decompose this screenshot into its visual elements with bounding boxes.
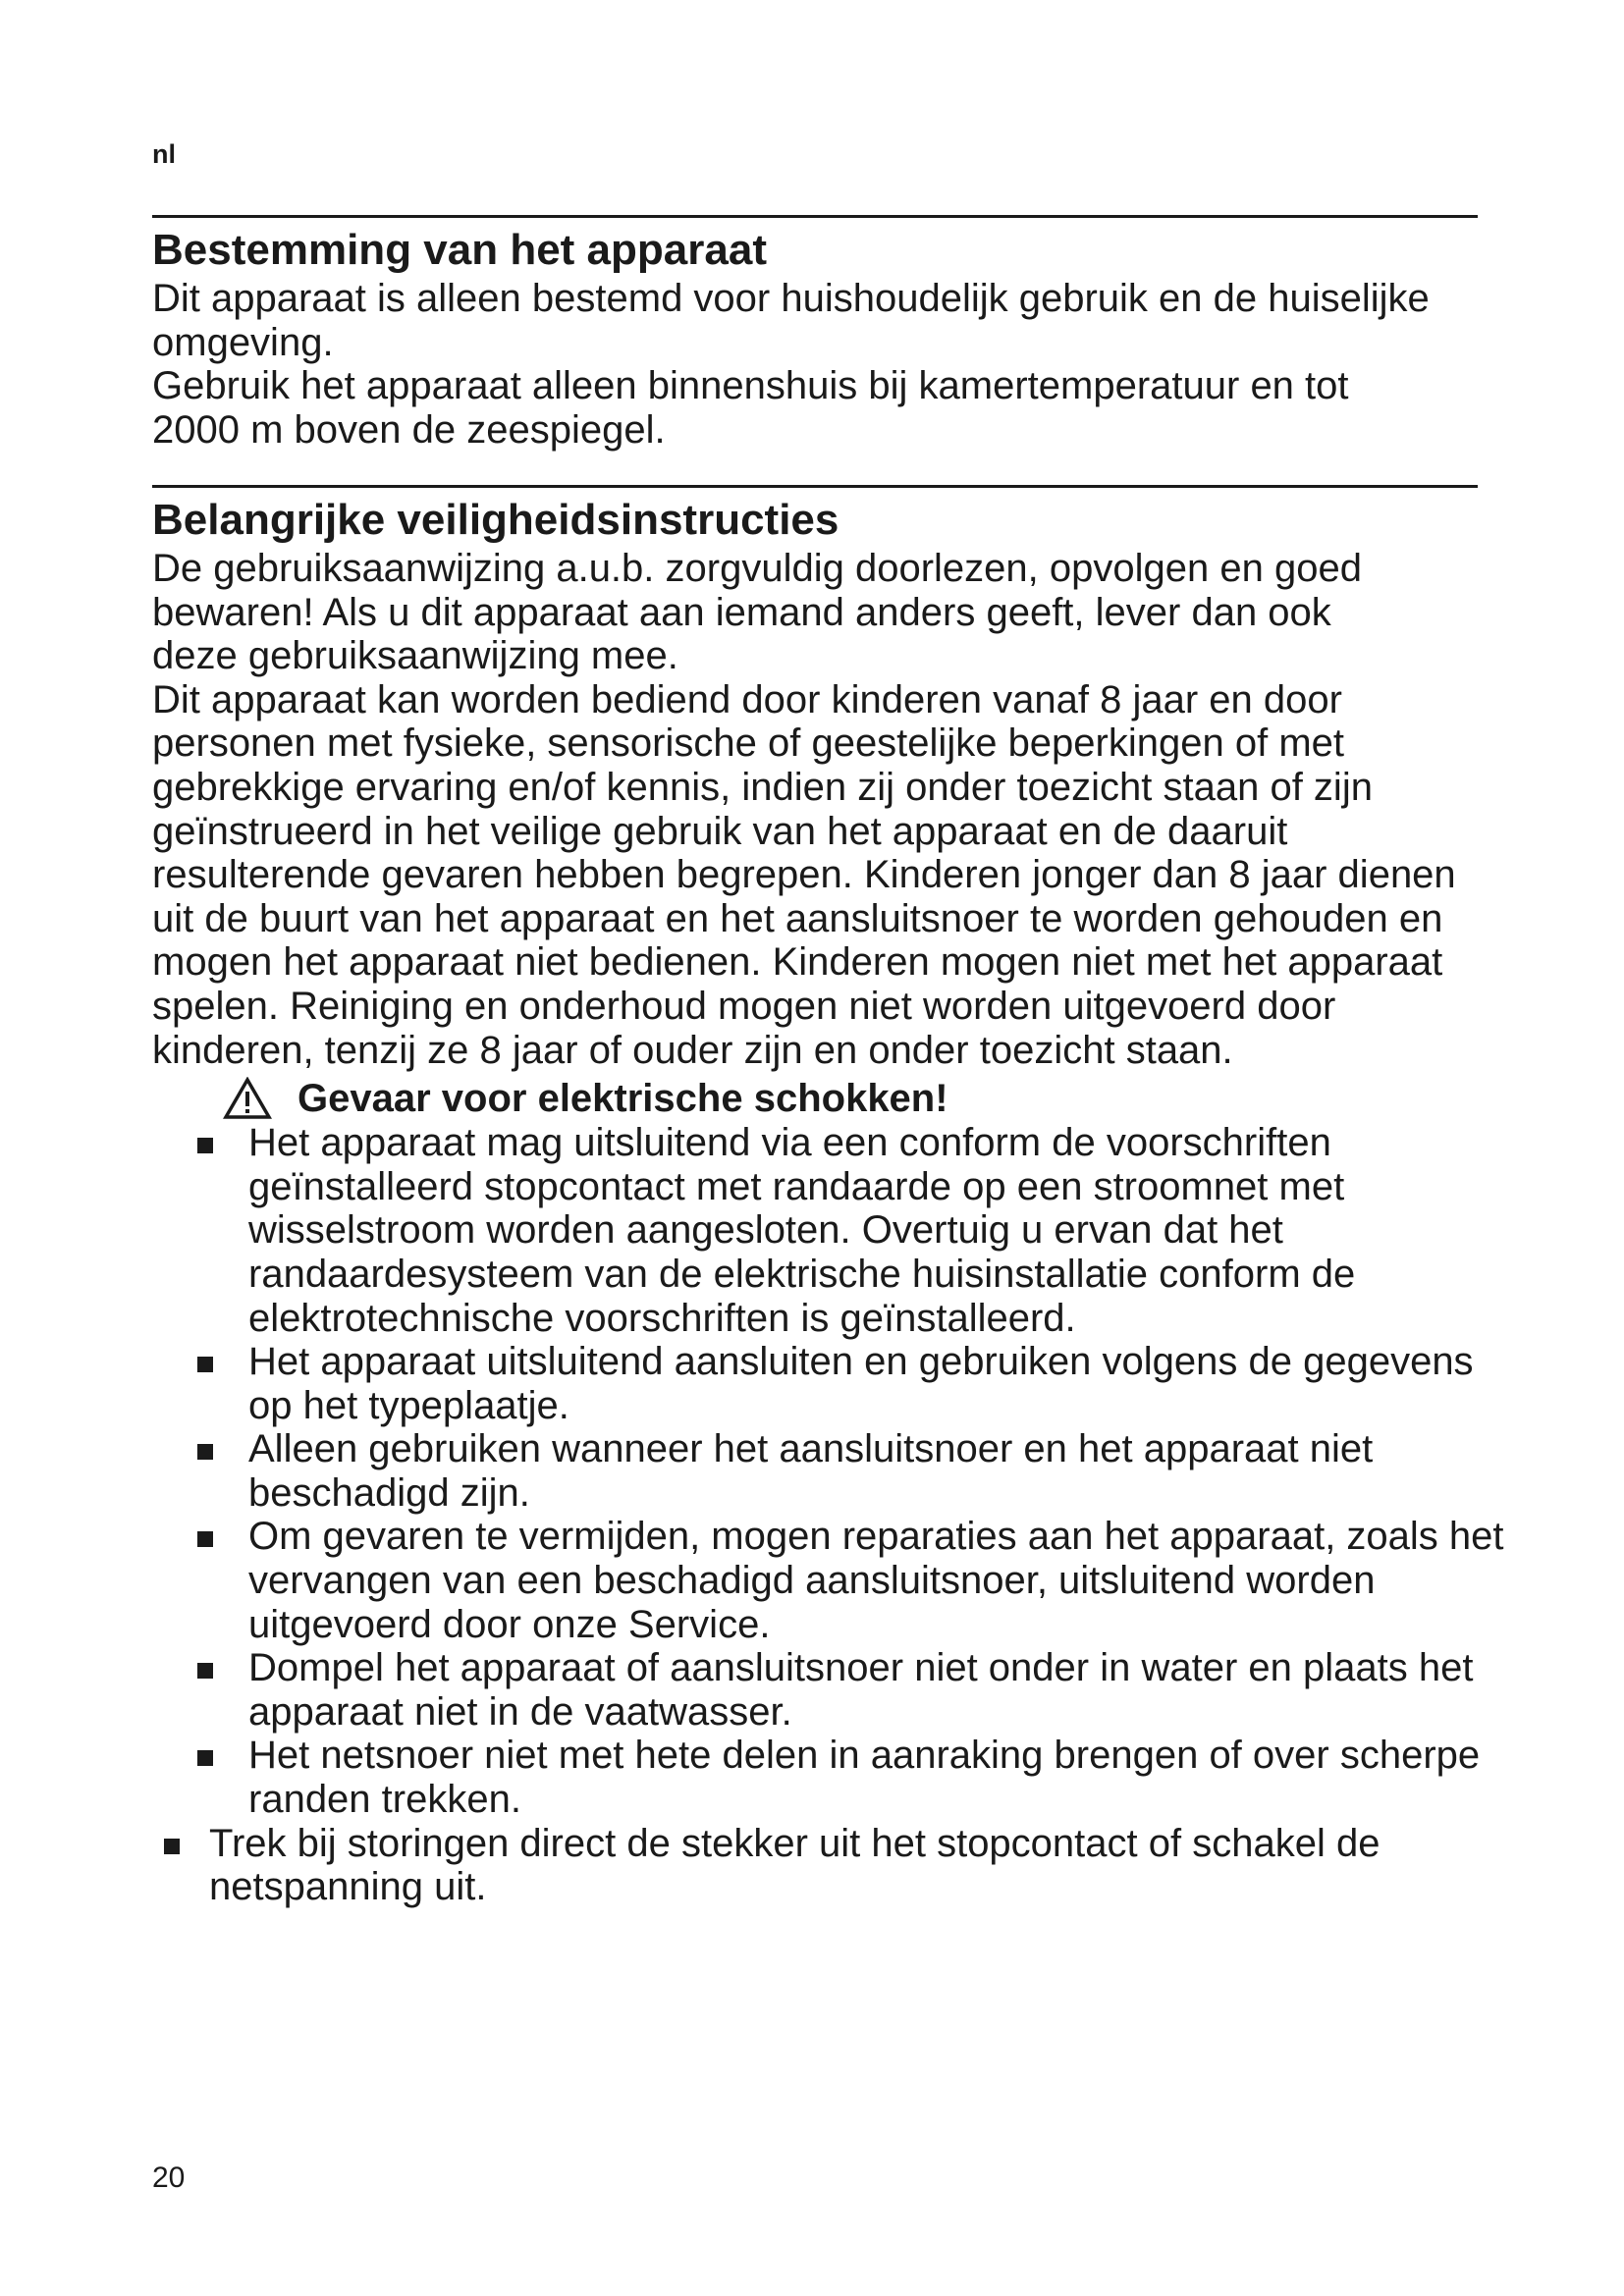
language-code: nl [152,139,176,169]
warning-list [152,1121,1527,1822]
paragraph: De gebruiksaanwijzing a.u.b. zorgvuldig doorlezen, opvolgen en goed bewaren! Als u dit apparaat aan iemand anders geeft, lever dan ook deze gebruiksaanwijzing mee. [152,547,1362,678]
bullet-square-icon [164,1839,180,1854]
bullet-square-icon [197,1531,213,1547]
general-list [152,1822,1527,1909]
warning-heading [223,1076,1527,1121]
bullet-square-icon [197,1138,213,1153]
warning-title: Gevaar voor elektrische schokken! [298,1077,948,1121]
list-item [191,1427,1579,1515]
paragraph: Dit apparaat kan worden bediend door kinderen vanaf 8 jaar en door personen met fysieke, sensorische of geestelijke beperkingen of met gebrekkige ervaring en/of kennis, indien zij onder toezicht staan of zijn geïnstrueerd in het veilige gebruik van het apparaat en de daaruit resulterende gevaren hebben begrepen. Kinderen jonger dan 8 jaar dienen uit de buurt van het apparaat en het aansluitsnoer te worden gehouden en mogen het apparaat niet bedienen. Kinderen mogen niet met het apparaat spelen. Reiniging en onderhoud mogen niet worden uitgevoerd door kinderen, tenzij ze 8 jaar of ouder zijn en onder toezicht staan. [152,677,1456,1072]
list-item-text: Het apparaat mag uitsluitend via een conform de voorschriften geïnstalleerd stopcontact met randaarde op een stroomnet met wisselstroom worden aangesloten. Overtuig u ervan dat het randaardesysteem van de elektrische huisinstallatie conform de elektrotechnische voorschriften is geïnstalleerd. [248,1121,1356,1340]
list-item-text: Om gevaren te vermijden, mogen reparaties aan het apparaat, zoals het vervangen van een beschadigd aansluitsnoer, uitsluitend worden uitgevoerd door onze Service. [248,1515,1504,1646]
section-heading: Belangrijke veiligheidsinstructies [152,496,839,544]
list-item [191,1340,1476,1427]
bullet-square-icon [197,1357,213,1372]
list-item-text: Alleen gebruiken wanneer het aansluitsnoer en het apparaat niet beschadigd zijn. [248,1427,1374,1515]
list-item [191,1734,1535,1821]
list-item [191,1121,1535,1340]
list-item-text: Het apparaat uitsluitend aansluiten en gebruiken volgens de gegevens op het typeplaatje. [248,1340,1474,1427]
warning-triangle-icon [223,1077,272,1120]
section-heading: Bestemming van het apparaat [152,226,767,274]
section-safety-instructions [152,494,1527,1909]
list-item [191,1515,1535,1646]
list-item [162,1822,1486,1909]
list-item-text: Dompel het apparaat of aansluitsnoer niet onder in water en plaats het apparaat niet in de vaatwasser. [248,1646,1474,1734]
section-intended-use [152,224,1527,452]
bullet-square-icon [197,1444,213,1460]
bullet-square-icon [197,1750,213,1766]
paragraph: Gebruik het apparaat alleen binnenshuis bij kamertemperatuur en tot 2000 m boven de zeespiegel. [152,364,1349,452]
section-divider [152,215,1478,218]
list-item-text: Het netsnoer niet met hete delen in aanraking brengen of over scherpe randen trekken. [248,1734,1481,1822]
section-divider [152,485,1478,488]
page-number: 20 [152,2162,186,2194]
bullet-square-icon [197,1663,213,1679]
paragraph: Dit apparaat is alleen bestemd voor huishoudelijk gebruik en de huiselijke omgeving. [152,277,1430,364]
list-item [191,1646,1476,1734]
list-item-text: Trek bij storingen direct de stekker uit het stopcontact of schakel de netspanning uit. [209,1821,1380,1909]
